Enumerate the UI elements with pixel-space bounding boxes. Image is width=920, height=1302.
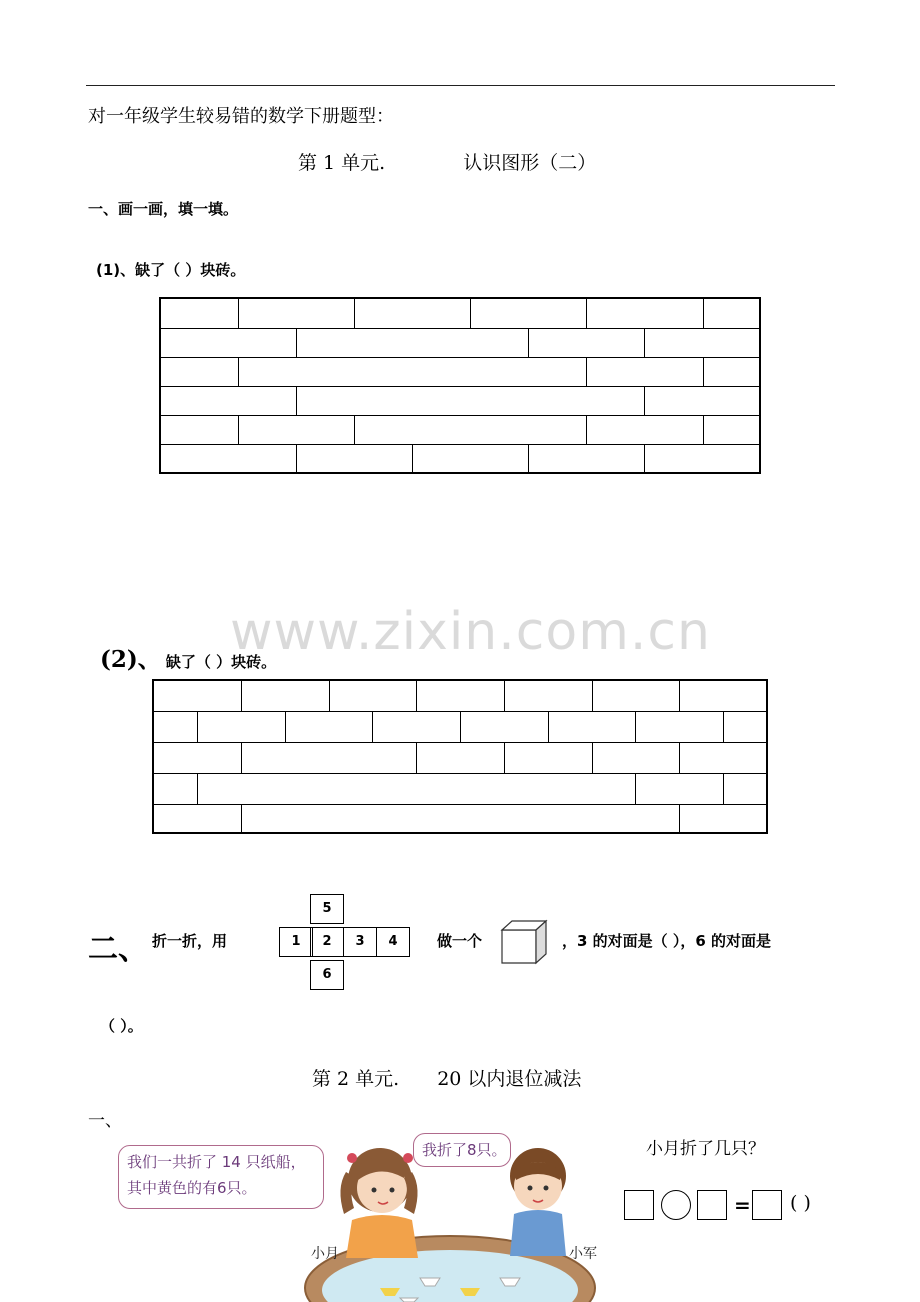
question-2-text: 缺了（ ）块砖。 xyxy=(165,653,277,671)
unit2-question: 小月折了几只？ xyxy=(646,1139,765,1159)
make-text: 做一个 xyxy=(437,932,483,950)
question-2 xyxy=(100,641,276,674)
brick xyxy=(330,681,417,711)
name-boy: 小军 xyxy=(569,1246,597,1262)
brick xyxy=(471,299,587,328)
brick xyxy=(154,711,198,742)
operator-circle[interactable] xyxy=(661,1190,691,1220)
wall1-row xyxy=(161,299,759,328)
brick xyxy=(529,444,645,474)
brick xyxy=(373,711,461,742)
brick xyxy=(154,681,242,711)
wall2-row xyxy=(154,804,766,834)
brick xyxy=(297,444,413,474)
brick xyxy=(161,386,297,415)
brick-wall-1 xyxy=(159,297,761,474)
brick xyxy=(587,415,704,444)
speech-bubble-boy: 我折了8只。 xyxy=(413,1133,511,1167)
brick xyxy=(549,711,636,742)
brick xyxy=(505,742,593,773)
brick xyxy=(154,773,198,804)
speech-bubble-girl: 我们一共折了 14 只纸船，其中黄色的有6只。 xyxy=(118,1145,324,1209)
net-face: 6 xyxy=(310,960,344,990)
brick xyxy=(636,711,724,742)
question-2-number: (2)、 xyxy=(100,646,161,673)
brick xyxy=(198,711,286,742)
brick xyxy=(239,415,355,444)
brick xyxy=(505,681,593,711)
brick xyxy=(417,742,505,773)
net-face: 2 xyxy=(310,927,344,957)
opposite-answer-blank: （ ）。 xyxy=(100,1017,143,1035)
brick xyxy=(297,328,529,357)
equals-sign: = xyxy=(734,1193,751,1217)
unit2-label: 第 2 单元. xyxy=(312,1068,400,1090)
unit2-heading xyxy=(312,1064,581,1091)
header-rule xyxy=(86,85,835,86)
brick xyxy=(239,299,355,328)
unit2-title: 20 以内退位减法 xyxy=(437,1068,582,1090)
wall2-row xyxy=(154,773,766,804)
wall1-row xyxy=(161,415,759,444)
document-intro: 对一年级学生较易错的数学下册题型： xyxy=(88,106,394,127)
brick xyxy=(355,415,587,444)
wall1-row xyxy=(161,386,759,415)
brick xyxy=(286,711,373,742)
wall2-row xyxy=(154,681,766,711)
brick xyxy=(636,773,724,804)
wall1-row xyxy=(161,357,759,386)
brick xyxy=(161,328,297,357)
brick xyxy=(593,681,680,711)
brick xyxy=(161,357,239,386)
section1-heading: 一、画一画，填一填。 xyxy=(88,200,239,218)
brick-wall-2 xyxy=(152,679,768,834)
unit2-section1-heading: 一、 xyxy=(88,1111,122,1131)
brick xyxy=(593,742,680,773)
brick xyxy=(242,742,417,773)
brick xyxy=(161,444,297,474)
net-face: 4 xyxy=(376,927,410,957)
brick xyxy=(297,386,645,415)
brick xyxy=(587,357,704,386)
brick xyxy=(161,415,239,444)
brick xyxy=(417,681,505,711)
watermark: www.zixin.com.cn xyxy=(230,602,711,662)
answer-box-3[interactable] xyxy=(752,1190,782,1220)
brick xyxy=(242,804,680,834)
brick xyxy=(355,299,471,328)
name-girl: 小月 xyxy=(311,1246,339,1262)
wall2-row xyxy=(154,711,766,742)
net-face: 5 xyxy=(310,894,344,924)
cube-icon xyxy=(500,918,550,966)
unit1-title: 认识图形（二） xyxy=(463,152,597,174)
brick xyxy=(529,328,645,357)
section2-heading: 二、 xyxy=(88,932,148,967)
answer-box-2[interactable] xyxy=(697,1190,727,1220)
wall2-row xyxy=(154,742,766,773)
brick xyxy=(239,357,587,386)
opposite-question: ，3 的对面是（ ），6 的对面是 xyxy=(562,932,772,950)
unit-blank: ( ) xyxy=(790,1192,811,1214)
wall1-row xyxy=(161,444,759,474)
net-face: 1 xyxy=(279,927,313,957)
fold-text: 折一折，用 xyxy=(152,932,228,950)
answer-box-1[interactable] xyxy=(624,1190,654,1220)
wall1-row xyxy=(161,328,759,357)
brick xyxy=(154,742,242,773)
question-1: (1)、缺了（ ）块砖。 xyxy=(96,261,246,279)
unit1-heading xyxy=(298,148,596,175)
net-face: 3 xyxy=(343,927,377,957)
brick xyxy=(461,711,549,742)
brick xyxy=(161,299,239,328)
unit1-label: 第 1 单元. xyxy=(298,152,386,174)
brick xyxy=(242,681,330,711)
brick xyxy=(413,444,529,474)
brick xyxy=(198,773,636,804)
brick xyxy=(587,299,704,328)
brick xyxy=(154,804,242,834)
